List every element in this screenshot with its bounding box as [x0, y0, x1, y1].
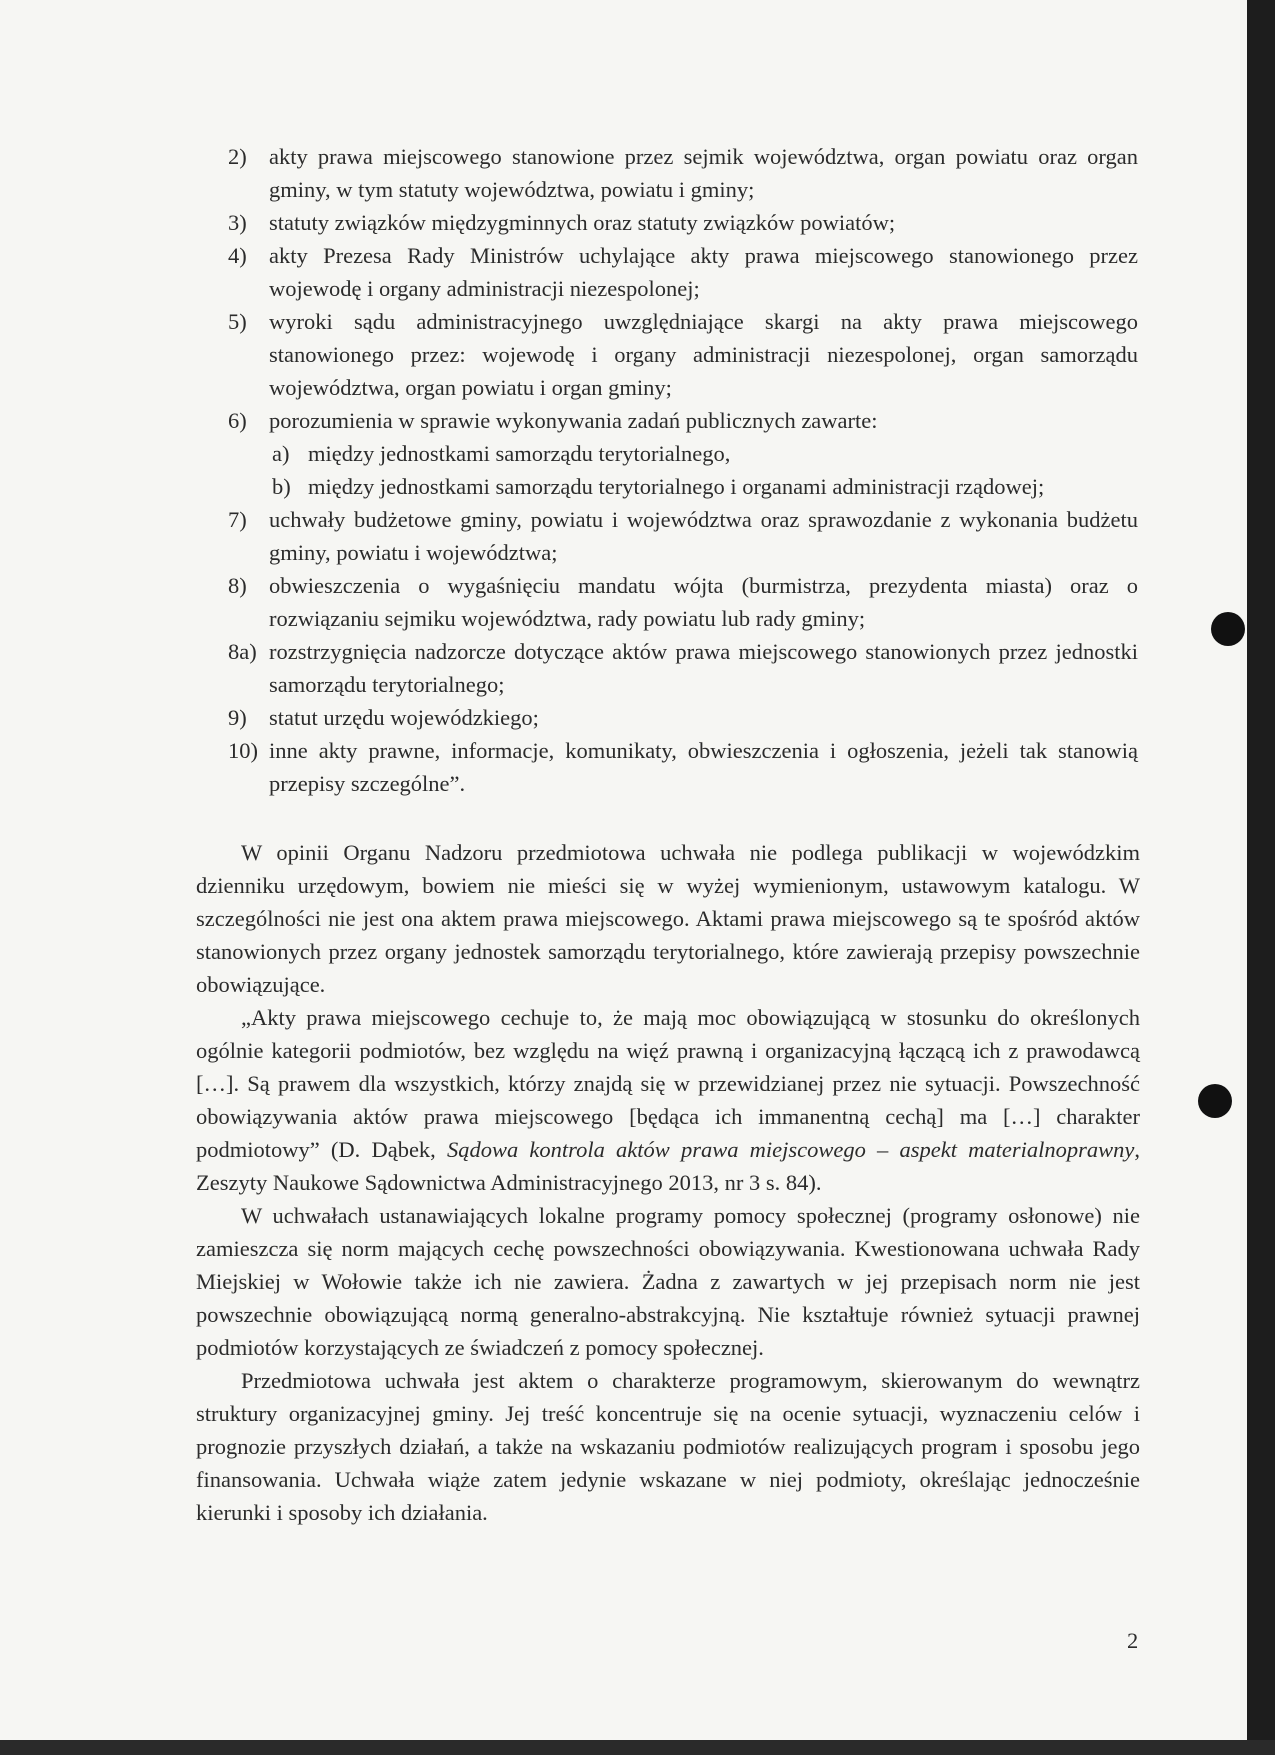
list-item-text: uchwały budżetowe gminy, powiatu i województwa oraz sprawozdanie z wykonania budżetu gminy, powiatu i województwa;	[269, 507, 1138, 565]
list-item-text: rozstrzygnięcia nadzorcze dotyczące aktów prawa miejscowego stanowionych przez jednostki samorządu terytorialnego;	[269, 639, 1138, 697]
list-item-number: 9)	[228, 705, 247, 730]
list-item-text: porozumienia w sprawie wykonywania zadań publicznych zawarte:	[269, 408, 878, 433]
paragraph: W opinii Organu Nadzoru przedmiotowa uchwała nie podlega publikacji w wojewódzkim dzienniku urzędowym, bowiem nie mieści się w wyżej wymienionym, ustawowym katalogu. W szczególności nie jest ona aktem prawa miejscowego. Aktami prawa miejscowego są te spośród aktów stanowionych przez organy jednostek samorządu terytorialnego, które zawierają przepisy powszechnie obowiązujące.	[196, 840, 1140, 997]
citation-title: Sądowa kontrola aktów prawa miejscowego – aspekt materialnoprawny	[447, 1137, 1135, 1162]
list-item-number: 4)	[228, 243, 247, 268]
list-item-text: obwieszczenia o wygaśnięciu mandatu wójta (burmistrza, prezydenta miasta) oraz o rozwiązaniu sejmiku województwa, rady powiatu lub rady gminy;	[269, 573, 1138, 631]
list-item	[228, 569, 1138, 635]
body-text	[196, 836, 1140, 1529]
sub-list-item	[228, 470, 1138, 503]
list-item-number: 6)	[228, 408, 247, 433]
sub-list-item-letter: b)	[272, 474, 291, 499]
list-item-number: 8a)	[228, 639, 257, 664]
paragraph: W uchwałach ustanawiających lokalne programy pomocy społecznej (programy osłonowe) nie zamieszcza się norm mających cechę powszechności obowiązywania. Kwestionowana uchwała Rady Miejskiej w Wołowie także ich nie zawiera. Żadna z zawartych w jej przepisach norm nie jest powszechnie obowiązującą normą generalno-abstrakcyjną. Nie kształtuje również sytuacji prawnej podmiotów korzystających ze świadczeń z pomocy społecznej.	[196, 1203, 1140, 1360]
list-item-text: akty prawa miejscowego stanowione przez sejmik województwa, organ powiatu oraz organ gminy, w tym statuty województwa, powiatu i gminy;	[269, 144, 1138, 202]
list-item	[228, 404, 1138, 437]
list-item-number: 5)	[228, 309, 247, 334]
list-item-number: 7)	[228, 507, 247, 532]
list-item	[228, 503, 1138, 569]
punch-hole	[1211, 612, 1245, 646]
paragraph: Przedmiotowa uchwała jest aktem o charakterze programowym, skierowanym do wewnątrz struktury organizacyjnej gminy. Jej treść koncentruje się na ocenie sytuacji, wyznaczeniu celów i prognozie przyszłych działań, a także na wskazaniu podmiotów realizujących program i sposobu jego finansowania. Uchwała wiąże zatem jedynie wskazane w niej podmioty, określając jednocześnie kierunki i sposoby ich działania.	[196, 1368, 1140, 1525]
list-item-number: 10)	[228, 738, 258, 763]
scan-edge-bottom	[0, 1740, 1275, 1755]
list-item	[228, 635, 1138, 701]
list-item-number: 3)	[228, 210, 247, 235]
list-item	[228, 239, 1138, 305]
list-item-text: inne akty prawne, informacje, komunikaty, obwieszczenia i ogłoszenia, jeżeli tak stanowią przepisy szczególne”.	[269, 738, 1138, 796]
list-item-number: 8)	[228, 573, 247, 598]
list-item	[228, 734, 1138, 800]
list-item	[228, 701, 1138, 734]
list-item-number: 2)	[228, 144, 247, 169]
list-item-text: statut urzędu wojewódzkiego;	[269, 705, 539, 730]
list-item-text: wyroki sądu administracyjnego uwzględniające skargi na akty prawa miejscowego stanowionego przez: wojewodę i organy administracji niezespolonej, organ samorządu województwa, organ powiatu i organ gminy;	[269, 309, 1138, 400]
paragraph-quote	[196, 1001, 1140, 1199]
sub-list-item-letter: a)	[272, 441, 290, 466]
punch-hole	[1198, 1084, 1232, 1118]
list-item	[228, 140, 1138, 206]
quote-text: „Akty prawa miejscowego cechuje to, że mają moc obowiązującą w stosunku do określonych ogólnie kategorii podmiotów, bez względu na więź prawną i organizacyjną łączącą ich z prawodawcą […]. Są prawem dla wszystkich, którzy znajdą się w przewidzianej przez nie sytuacji. Powszechność obowiązywania aktów prawa miejscowego [będąca ich immanentną cechą] ma […] charakter podmiotowy” (D. Dąbek,	[196, 1005, 1140, 1162]
page-number: 2	[1127, 1628, 1139, 1653]
list-item-text: akty Prezesa Rady Ministrów uchylające akty prawa miejscowego stanowionego przez wojewodę i organy administracji niezespolonej;	[269, 243, 1138, 301]
sub-list-item	[228, 437, 1138, 470]
list-item	[228, 305, 1138, 404]
list-item	[228, 206, 1138, 239]
scan-edge-right	[1247, 0, 1275, 1755]
statute-list	[228, 140, 1138, 800]
sub-list-item-text: między jednostkami samorządu terytorialnego i organami administracji rządowej;	[308, 474, 1045, 499]
list-item-text: statuty związków międzygminnych oraz statuty związków powiatów;	[269, 210, 896, 235]
sub-list-item-text: między jednostkami samorządu terytorialnego,	[308, 441, 731, 466]
citation-tail: , Zeszyty Naukowe Sądownictwa Administracyjnego 2013, nr 3 s. 84).	[196, 1137, 1140, 1195]
